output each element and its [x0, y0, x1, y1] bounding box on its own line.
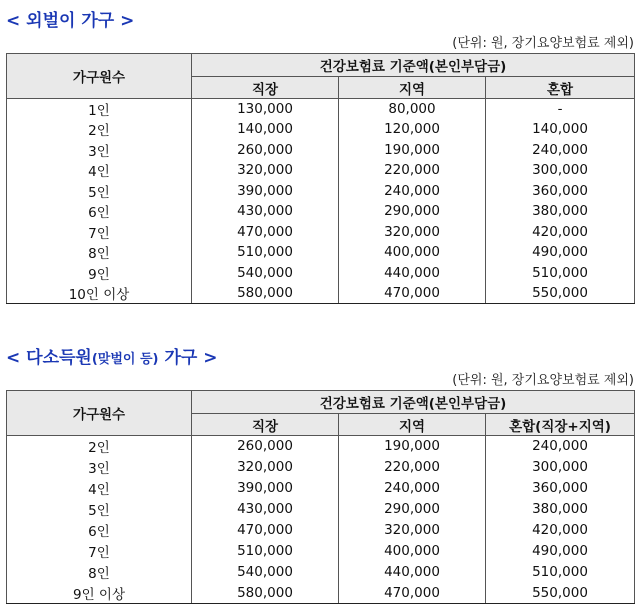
section2-unit-note: (단위: 원, 장기요양보험료 제외) — [452, 373, 634, 388]
section2-col-work: 직장 — [192, 414, 339, 436]
table-row — [7, 201, 635, 222]
household-cell: 9인 이상 — [7, 583, 192, 604]
mixed-cell: 380,000 — [486, 499, 635, 520]
region-cell: 240,000 — [339, 478, 486, 499]
region-cell: 320,000 — [339, 520, 486, 541]
section1-title: < 외벌이 가구 > — [6, 11, 135, 31]
household-cell: 8인 — [7, 562, 192, 583]
section1-col-region: 지역 — [339, 77, 486, 99]
region-cell: 400,000 — [339, 541, 486, 562]
work-cell: 580,000 — [192, 583, 339, 604]
household-cell: 4인 — [7, 478, 192, 499]
region-cell: 400,000 — [339, 242, 486, 263]
section2-header-group: 건강보험료 기준액(본인부담금) — [192, 391, 635, 414]
work-cell: 390,000 — [192, 478, 339, 499]
household-cell: 3인 — [7, 457, 192, 478]
table-row — [7, 99, 635, 120]
household-cell: 3인 — [7, 140, 192, 161]
mixed-cell: 140,000 — [486, 119, 635, 140]
table-row — [7, 242, 635, 263]
region-cell: 290,000 — [339, 499, 486, 520]
household-cell: 4인 — [7, 160, 192, 181]
work-cell: 540,000 — [192, 263, 339, 284]
section1-col-work: 직장 — [192, 77, 339, 99]
table-row — [7, 181, 635, 202]
section2-title-small: (맞벌이 등) — [91, 352, 159, 367]
table-row — [7, 520, 635, 541]
section2-title-end: 가구 > — [164, 348, 218, 368]
mixed-cell: 360,000 — [486, 181, 635, 202]
household-cell: 2인 — [7, 119, 192, 140]
region-cell: 220,000 — [339, 457, 486, 478]
work-cell: 430,000 — [192, 201, 339, 222]
mixed-cell: 240,000 — [486, 140, 635, 161]
household-cell: 7인 — [7, 541, 192, 562]
region-cell: 290,000 — [339, 201, 486, 222]
table-row — [7, 583, 635, 604]
household-cell: 8인 — [7, 242, 192, 263]
mixed-cell: 380,000 — [486, 201, 635, 222]
mixed-cell: 510,000 — [486, 562, 635, 583]
table-row — [7, 119, 635, 140]
work-cell: 540,000 — [192, 562, 339, 583]
table-row — [7, 478, 635, 499]
work-cell: 260,000 — [192, 140, 339, 161]
mixed-cell: 300,000 — [486, 160, 635, 181]
work-cell: 510,000 — [192, 541, 339, 562]
household-cell: 9인 — [7, 263, 192, 284]
work-cell: 130,000 — [192, 99, 339, 120]
region-cell: 470,000 — [339, 283, 486, 304]
work-cell: 510,000 — [192, 242, 339, 263]
mixed-cell: - — [486, 99, 635, 120]
mixed-cell: 420,000 — [486, 222, 635, 243]
region-cell: 320,000 — [339, 222, 486, 243]
work-cell: 320,000 — [192, 457, 339, 478]
section1-header-group: 건강보험료 기준액(본인부담금) — [192, 54, 635, 77]
household-cell: 5인 — [7, 181, 192, 202]
work-cell: 470,000 — [192, 520, 339, 541]
work-cell: 580,000 — [192, 283, 339, 304]
region-cell: 470,000 — [339, 583, 486, 604]
section2-title — [6, 343, 217, 368]
household-cell: 7인 — [7, 222, 192, 243]
table-row — [7, 160, 635, 181]
section1-header-row — [7, 54, 635, 77]
mixed-cell: 420,000 — [486, 520, 635, 541]
region-cell: 80,000 — [339, 99, 486, 120]
table-row — [7, 499, 635, 520]
table-row — [7, 222, 635, 243]
region-cell: 190,000 — [339, 436, 486, 457]
section1-table — [6, 53, 635, 304]
mixed-cell: 550,000 — [486, 583, 635, 604]
table-row — [7, 457, 635, 478]
table-row — [7, 562, 635, 583]
region-cell: 190,000 — [339, 140, 486, 161]
mixed-cell: 510,000 — [486, 263, 635, 284]
household-cell: 10인 이상 — [7, 283, 192, 304]
work-cell: 470,000 — [192, 222, 339, 243]
work-cell: 320,000 — [192, 160, 339, 181]
household-cell: 6인 — [7, 201, 192, 222]
mixed-cell: 300,000 — [486, 457, 635, 478]
work-cell: 390,000 — [192, 181, 339, 202]
section1-col-mixed: 혼합 — [486, 77, 635, 99]
region-cell: 440,000 — [339, 562, 486, 583]
work-cell: 260,000 — [192, 436, 339, 457]
table-row — [7, 283, 635, 304]
table-row — [7, 541, 635, 562]
section2-col-region: 지역 — [339, 414, 486, 436]
region-cell: 120,000 — [339, 119, 486, 140]
section1-unit-note: (단위: 원, 장기요양보험료 제외) — [452, 36, 634, 51]
region-cell: 240,000 — [339, 181, 486, 202]
region-cell: 440,000 — [339, 263, 486, 284]
region-cell: 220,000 — [339, 160, 486, 181]
section2-col-mixed: 혼합(직장+지역) — [486, 414, 635, 436]
table-row — [7, 140, 635, 161]
household-cell: 1인 — [7, 99, 192, 120]
section1-header-household: 가구원수 — [7, 54, 192, 99]
mixed-cell: 240,000 — [486, 436, 635, 457]
household-cell: 5인 — [7, 499, 192, 520]
mixed-cell: 490,000 — [486, 541, 635, 562]
section2-header-row — [7, 391, 635, 414]
mixed-cell: 360,000 — [486, 478, 635, 499]
section2-title-main: < 다소득원 — [6, 348, 92, 368]
table-row — [7, 436, 635, 457]
mixed-cell: 490,000 — [486, 242, 635, 263]
section2-header-household: 가구원수 — [7, 391, 192, 436]
work-cell: 140,000 — [192, 119, 339, 140]
household-cell: 2인 — [7, 436, 192, 457]
mixed-cell: 550,000 — [486, 283, 635, 304]
work-cell: 430,000 — [192, 499, 339, 520]
table-row — [7, 263, 635, 284]
section2-table — [6, 390, 635, 604]
household-cell: 6인 — [7, 520, 192, 541]
